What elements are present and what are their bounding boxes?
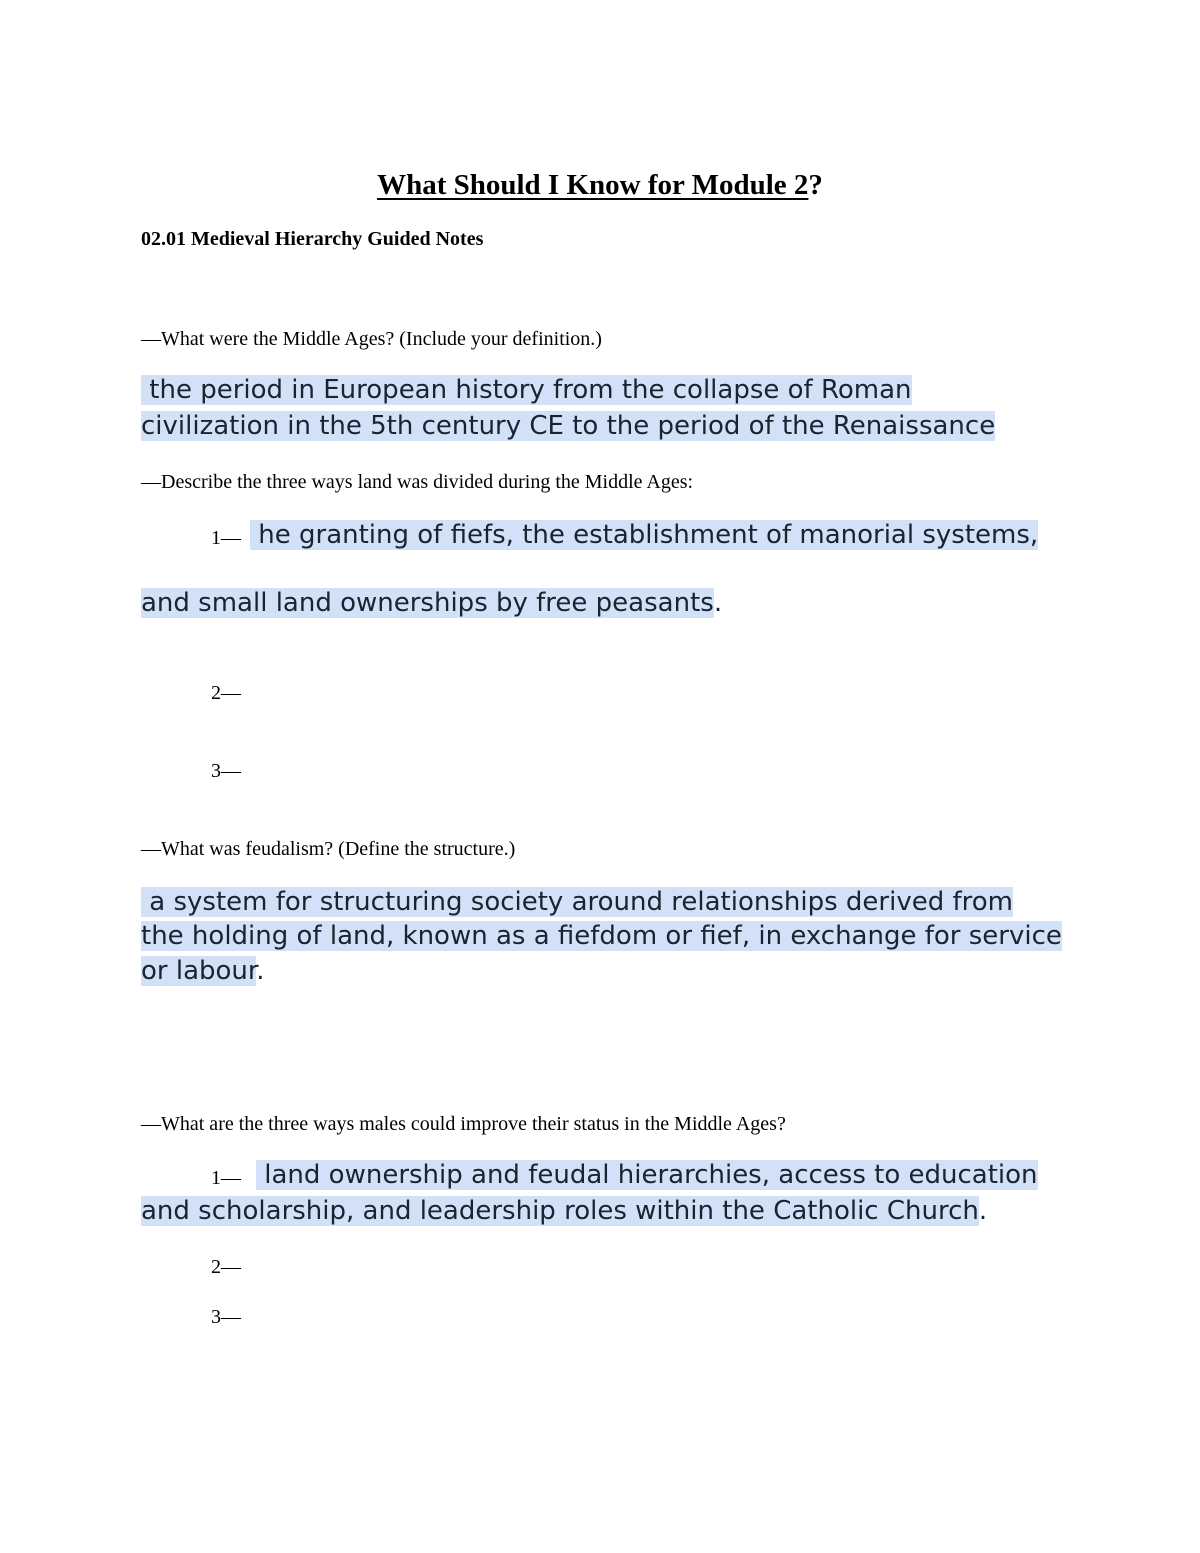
land-item-1-answer-line-2: [141, 586, 722, 620]
question-land-division: —Describe the three ways land was divided during the Middle Ages:: [141, 471, 694, 493]
land-item-2-marker: 2—: [211, 682, 241, 704]
answer-feudalism-line-2: [141, 919, 1062, 953]
status-item-1-text-1: land ownership and feudal hierarchies, access to education: [256, 1160, 1038, 1190]
question-feudalism: —What was feudalism? (Define the structure.): [141, 838, 516, 860]
answer-feudalism-text-3: or labour: [141, 956, 257, 986]
page-title: [0, 166, 1200, 204]
answer-middle-ages-text-1: the period in European history from the collapse of Roman: [141, 375, 912, 405]
status-item-1-answer-line-2: [141, 1194, 987, 1228]
land-item-1-period: .: [713, 588, 723, 618]
status-item-2-marker: 2—: [211, 1256, 241, 1278]
land-item-3-marker: 3—: [211, 760, 241, 782]
answer-feudalism-line-3: [141, 954, 264, 988]
status-item-1-text-2: and scholarship, and leadership roles within the Catholic Church: [141, 1196, 979, 1226]
status-item-1-period: .: [978, 1196, 988, 1226]
land-item-1-text-2: and small land ownerships by free peasants: [141, 588, 714, 618]
answer-feudalism-text-2: the holding of land, known as a fiefdom or fief, in exchange for service: [141, 921, 1062, 951]
answer-feudalism-period: .: [256, 956, 265, 986]
land-item-1-marker: 1—: [211, 527, 241, 549]
page-title-suffix: ?: [808, 169, 823, 201]
question-male-status: —What are the three ways males could improve their status in the Middle Ages?: [141, 1113, 786, 1135]
status-item-1-marker: 1—: [211, 1167, 241, 1189]
land-item-1-text-1: he granting of fiefs, the establishment of manorial systems,: [250, 520, 1039, 550]
answer-middle-ages-text-2: civilization in the 5th century CE to the period of the Renaissance: [141, 411, 996, 441]
land-item-1-answer-line-1: [250, 518, 1038, 552]
answer-middle-ages-line-2: [141, 409, 995, 443]
section-heading: 02.01 Medieval Hierarchy Guided Notes: [141, 228, 484, 250]
status-item-3-marker: 3—: [211, 1306, 241, 1328]
answer-feudalism-line-1: [141, 885, 1013, 919]
answer-middle-ages-line-1: [141, 373, 912, 407]
page-title-text: What Should I Know for Module 2: [377, 169, 809, 201]
status-item-1-answer-line-1: [256, 1158, 1038, 1192]
question-middle-ages: —What were the Middle Ages? (Include your definition.): [141, 328, 602, 350]
answer-feudalism-text-1: a system for structuring society around relationships derived from: [141, 887, 1013, 917]
